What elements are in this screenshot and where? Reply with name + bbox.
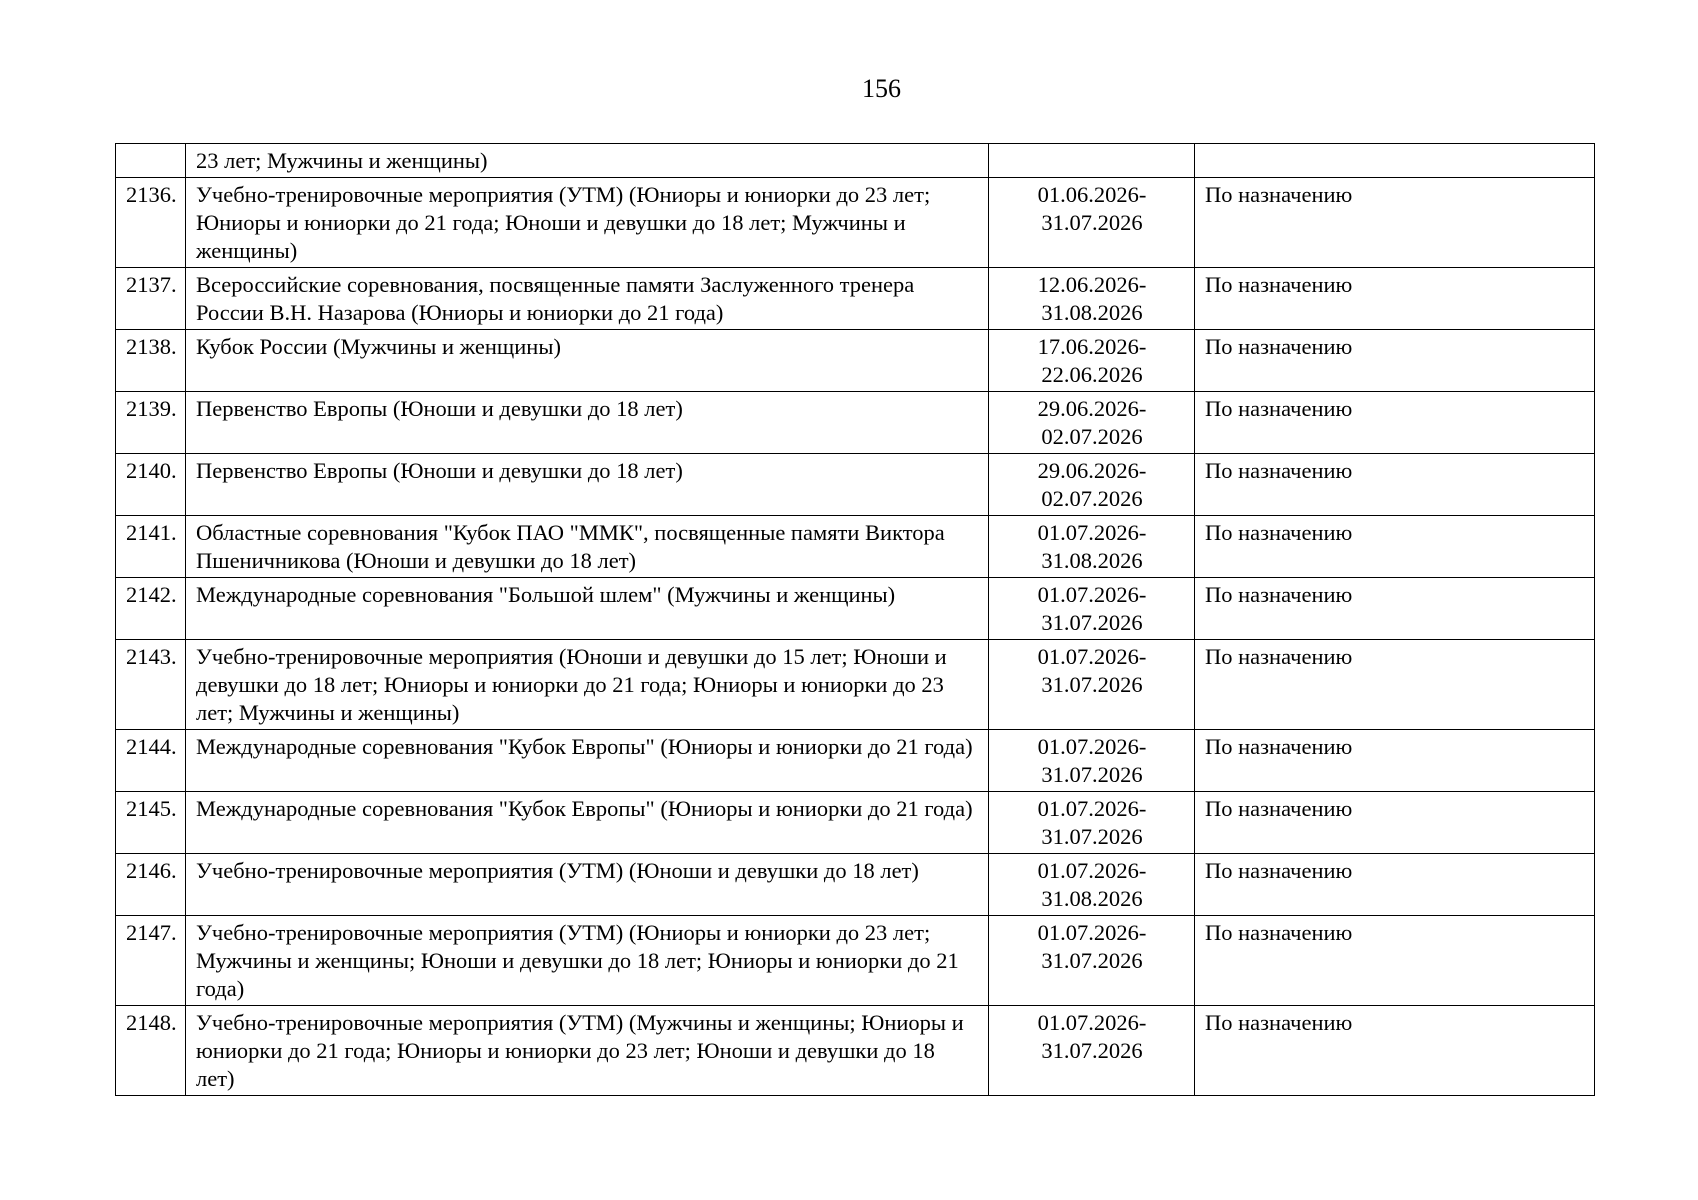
row-number: 2142. bbox=[116, 578, 186, 640]
event-dates bbox=[989, 454, 1195, 516]
table-row bbox=[116, 1006, 1595, 1096]
date-end: 31.07.2026 bbox=[1041, 210, 1143, 235]
date-end: 31.07.2026 bbox=[1041, 610, 1143, 635]
date-start: 01.06.2026- bbox=[1037, 182, 1147, 207]
event-dates bbox=[989, 1006, 1195, 1096]
date-end: 02.07.2026 bbox=[1041, 424, 1143, 449]
date-end: 31.07.2026 bbox=[1041, 1038, 1143, 1063]
event-name: Учебно-тренировочные мероприятия (УТМ) (Юниоры и юниорки до 23 лет; Мужчины и женщины; Юноши и девушки до 18 лет; Юниоры и юниорки до 21 года) bbox=[186, 916, 989, 1006]
date-end: 22.06.2026 bbox=[1041, 362, 1143, 387]
row-number: 2136. bbox=[116, 178, 186, 268]
event-name: Кубок России (Мужчины и женщины) bbox=[186, 330, 989, 392]
row-number: 2146. bbox=[116, 854, 186, 916]
event-executor: По назначению bbox=[1195, 578, 1595, 640]
event-dates bbox=[989, 730, 1195, 792]
row-number: 2148. bbox=[116, 1006, 186, 1096]
table-row bbox=[116, 854, 1595, 916]
event-name: Международные соревнования "Большой шлем" (Мужчины и женщины) bbox=[186, 578, 989, 640]
event-name: Учебно-тренировочные мероприятия (Юноши и девушки до 15 лет; Юноши и девушки до 18 лет; Юниоры и юниорки до 21 года; Юниоры и юниорки до 23 лет; Мужчины и женщины) bbox=[186, 640, 989, 730]
table-row bbox=[116, 330, 1595, 392]
event-dates bbox=[989, 392, 1195, 454]
event-dates bbox=[989, 144, 1195, 178]
event-name: Учебно-тренировочные мероприятия (УТМ) (Мужчины и женщины; Юниоры и юниорки до 21 года; Юниоры и юниорки до 23 лет; Юноши и девушки до 18 лет) bbox=[186, 1006, 989, 1096]
event-executor: По назначению bbox=[1195, 268, 1595, 330]
event-executor: По назначению bbox=[1195, 854, 1595, 916]
event-executor: По назначению bbox=[1195, 1006, 1595, 1096]
date-end: 31.07.2026 bbox=[1041, 948, 1143, 973]
event-name: Всероссийские соревнования, посвященные памяти Заслуженного тренера России В.Н. Назарова (Юниоры и юниорки до 21 года) bbox=[186, 268, 989, 330]
row-number: 2140. bbox=[116, 454, 186, 516]
row-number: 2144. bbox=[116, 730, 186, 792]
table-row bbox=[116, 516, 1595, 578]
date-end: 31.08.2026 bbox=[1041, 548, 1143, 573]
event-executor: По назначению bbox=[1195, 792, 1595, 854]
event-name: Первенство Европы (Юноши и девушки до 18 лет) bbox=[186, 392, 989, 454]
date-start: 01.07.2026- bbox=[1037, 582, 1147, 607]
event-name: Учебно-тренировочные мероприятия (УТМ) (Юниоры и юниорки до 23 лет; Юниоры и юниорки до 21 года; Юноши и девушки до 18 лет; Мужчины и женщины) bbox=[186, 178, 989, 268]
row-number: 2147. bbox=[116, 916, 186, 1006]
event-executor: По назначению bbox=[1195, 916, 1595, 1006]
table-row bbox=[116, 268, 1595, 330]
date-start: 29.06.2026- bbox=[1037, 458, 1147, 483]
events-table-body bbox=[116, 144, 1595, 1096]
event-dates bbox=[989, 792, 1195, 854]
date-start: 29.06.2026- bbox=[1037, 396, 1147, 421]
event-executor: По назначению bbox=[1195, 730, 1595, 792]
event-name: 23 лет; Мужчины и женщины) bbox=[186, 144, 989, 178]
row-number: 2141. bbox=[116, 516, 186, 578]
table-row bbox=[116, 916, 1595, 1006]
table-row bbox=[116, 730, 1595, 792]
event-executor: По назначению bbox=[1195, 454, 1595, 516]
date-end: 31.07.2026 bbox=[1041, 672, 1143, 697]
date-start: 17.06.2026- bbox=[1037, 334, 1147, 359]
page-number: 156 bbox=[862, 74, 901, 103]
event-executor: По назначению bbox=[1195, 330, 1595, 392]
event-executor: По назначению bbox=[1195, 640, 1595, 730]
table-row bbox=[116, 578, 1595, 640]
date-start: 01.07.2026- bbox=[1037, 520, 1147, 545]
event-name: Международные соревнования "Кубок Европы" (Юниоры и юниорки до 21 года) bbox=[186, 730, 989, 792]
date-start: 01.07.2026- bbox=[1037, 1010, 1147, 1035]
event-name: Областные соревнования "Кубок ПАО "ММК", посвященные памяти Виктора Пшеничникова (Юноши и девушки до 18 лет) bbox=[186, 516, 989, 578]
event-dates bbox=[989, 640, 1195, 730]
row-number: 2143. bbox=[116, 640, 186, 730]
event-name: Международные соревнования "Кубок Европы" (Юниоры и юниорки до 21 года) bbox=[186, 792, 989, 854]
event-dates bbox=[989, 330, 1195, 392]
event-dates bbox=[989, 516, 1195, 578]
date-end: 31.08.2026 bbox=[1041, 300, 1143, 325]
event-dates bbox=[989, 854, 1195, 916]
event-name: Первенство Европы (Юноши и девушки до 18 лет) bbox=[186, 454, 989, 516]
date-start: 01.07.2026- bbox=[1037, 644, 1147, 669]
row-number: 2145. bbox=[116, 792, 186, 854]
date-end: 31.08.2026 bbox=[1041, 886, 1143, 911]
table-row bbox=[116, 454, 1595, 516]
event-dates bbox=[989, 178, 1195, 268]
event-executor bbox=[1195, 144, 1595, 178]
row-number: 2137. bbox=[116, 268, 186, 330]
table-row bbox=[116, 792, 1595, 854]
date-start: 01.07.2026- bbox=[1037, 796, 1147, 821]
date-start: 12.06.2026- bbox=[1037, 272, 1147, 297]
date-start: 01.07.2026- bbox=[1037, 920, 1147, 945]
date-end: 31.07.2026 bbox=[1041, 824, 1143, 849]
date-start: 01.07.2026- bbox=[1037, 734, 1147, 759]
event-dates bbox=[989, 578, 1195, 640]
table-row-continuation bbox=[116, 144, 1595, 178]
table-row bbox=[116, 178, 1595, 268]
event-executor: По назначению bbox=[1195, 178, 1595, 268]
event-executor: По назначению bbox=[1195, 516, 1595, 578]
event-dates bbox=[989, 916, 1195, 1006]
table-row bbox=[116, 640, 1595, 730]
row-number: 2139. bbox=[116, 392, 186, 454]
table-row bbox=[116, 392, 1595, 454]
event-executor: По назначению bbox=[1195, 392, 1595, 454]
date-end: 02.07.2026 bbox=[1041, 486, 1143, 511]
event-name: Учебно-тренировочные мероприятия (УТМ) (Юноши и девушки до 18 лет) bbox=[186, 854, 989, 916]
date-start: 01.07.2026- bbox=[1037, 858, 1147, 883]
events-table bbox=[115, 143, 1595, 1096]
row-number bbox=[116, 144, 186, 178]
row-number: 2138. bbox=[116, 330, 186, 392]
event-dates bbox=[989, 268, 1195, 330]
date-end: 31.07.2026 bbox=[1041, 762, 1143, 787]
